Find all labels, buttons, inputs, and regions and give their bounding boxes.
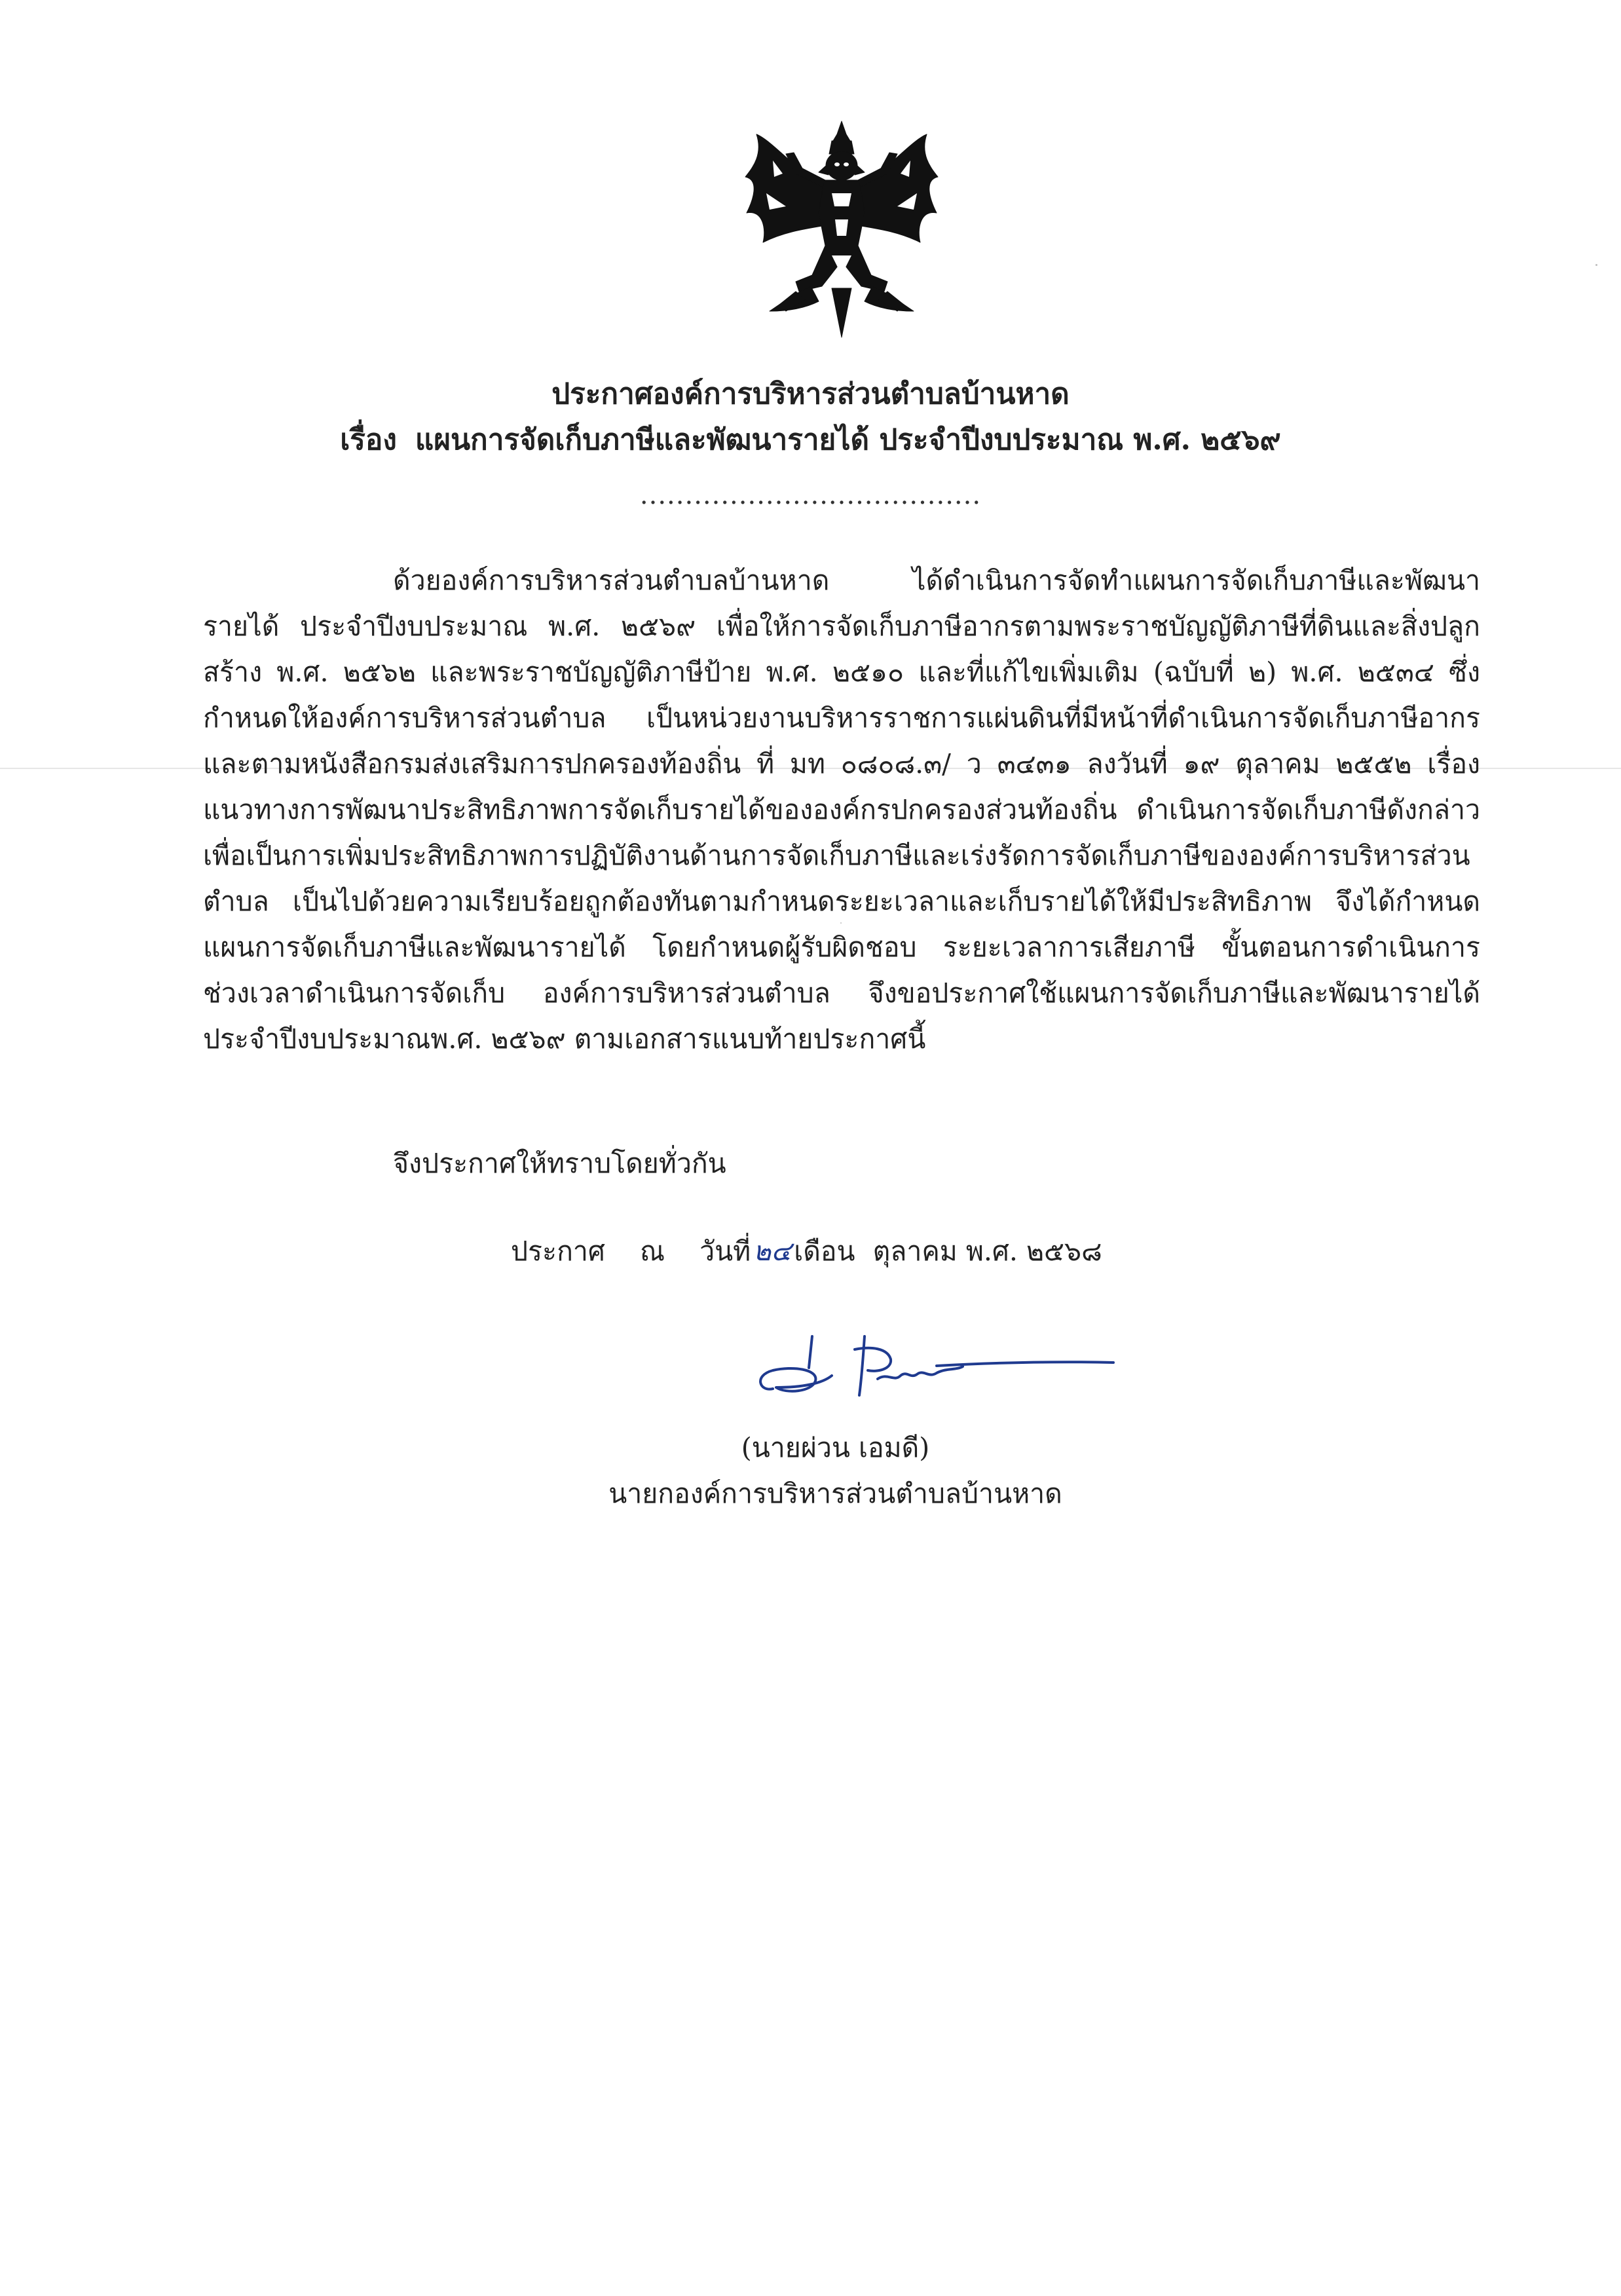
date-day-label: วันที่ bbox=[699, 1235, 751, 1267]
signatory-position: นายกองค์การบริหารส่วนตำบลบ้านหาด bbox=[608, 1478, 1062, 1509]
announcement-title: ประกาศองค์การบริหารส่วนตำบลบ้านหาด bbox=[551, 377, 1070, 411]
announcement-subject bbox=[0, 421, 1621, 460]
garuda-emblem-icon bbox=[734, 115, 950, 341]
scan-speck bbox=[840, 922, 842, 924]
subject-text: แผนการจัดเก็บภาษีและพัฒนารายได้ ประจำปีงบประมาณ พ.ศ. ๒๕๖๙ bbox=[415, 423, 1281, 457]
closing-statement: จึงประกาศให้ทราบโดยทั่วกัน bbox=[393, 1148, 726, 1179]
date-at: ณ bbox=[640, 1235, 665, 1267]
body-line: กำหนดให้องค์การบริหารส่วนตำบล เป็นหน่วยงานบริหารราชการแผ่นดินที่มีหน้าที่ดำเนินการจัดเก็บภาษีอากร bbox=[203, 702, 1480, 734]
date-prefix: ประกาศ bbox=[511, 1235, 605, 1267]
body-line: ช่วงเวลาดำเนินการจัดเก็บ องค์การบริหารส่วนตำบล จึงขอประกาศใช้แผนการจัดเก็บภาษีและพัฒนารายได้ bbox=[203, 977, 1480, 1009]
signatory-name: (นายผ่วน เอมดี) bbox=[741, 1432, 930, 1463]
body-line: แนวทางการพัฒนาประสิทธิภาพการจัดเก็บรายได้ขององค์กรปกครองส่วนท้องถิ่น ดำเนินการจัดเก็บภาษีดังกล่าว bbox=[203, 794, 1480, 825]
body-line: สร้าง พ.ศ. ๒๕๖๒ และพระราชบัญญัติภาษีป้าย พ.ศ. ๒๕๑๐ และที่แก้ไขเพิ่มเติม (ฉบับที่ ๒) พ.ศ. ๒๕๓๔ ซึ่ง bbox=[203, 656, 1480, 688]
date-month-year: ตุลาคม พ.ศ. ๒๕๖๘ bbox=[872, 1235, 1102, 1267]
handwritten-signature bbox=[747, 1310, 1140, 1421]
scan-speck bbox=[1595, 264, 1597, 266]
body-line: ตำบล เป็นไปด้วยความเรียบร้อยถูกต้องทันตามกำหนดระยะเวลาและเก็บรายได้ให้มีประสิทธิภาพ จึงได้กำหนด bbox=[203, 886, 1480, 917]
body-line: ประจำปีงบประมาณพ.ศ. ๒๕๖๙ ตามเอกสารแนบท้ายประกาศนี้ bbox=[203, 1023, 926, 1055]
date-month-label: เดือน bbox=[794, 1235, 855, 1267]
body-line: ด้วยองค์การบริหารส่วนตำบลบ้านหาด ได้ดำเนินการจัดทำแผนการจัดเก็บภาษีและพัฒนา bbox=[393, 565, 1480, 596]
separator-dots: ...................................... bbox=[639, 480, 982, 510]
body-line: และตามหนังสือกรมส่งเสริมการปกครองท้องถิ่น ที่ มท ๐๘๐๘.๓/ ว ๓๔๓๑ ลงวันที่ ๑๙ ตุลาคม ๒๕๕๒ เรื่อง bbox=[203, 748, 1480, 780]
body-line: แผนการจัดเก็บภาษีและพัฒนารายได้ โดยกำหนดผู้รับผิดชอบ ระยะเวลาการเสียภาษี ขั้นตอนการดำเนินการ bbox=[203, 932, 1480, 963]
date-day-value: ๒๔ bbox=[753, 1235, 792, 1267]
body-line: รายได้ ประจำปีงบประมาณ พ.ศ. ๒๕๖๙ เพื่อให้การจัดเก็บภาษีอากรตามพระราชบัญญัติภาษีที่ดินและสิ่งปลูก bbox=[203, 611, 1480, 642]
announcement-date bbox=[511, 1232, 1102, 1271]
body-line: เพื่อเป็นการเพิ่มประสิทธิภาพการปฏิบัติงานด้านการจัดเก็บภาษีและเร่งรัดการจัดเก็บภาษีขององค์การบริหารส่วน bbox=[203, 840, 1470, 871]
subject-label: เรื่อง bbox=[340, 423, 397, 457]
